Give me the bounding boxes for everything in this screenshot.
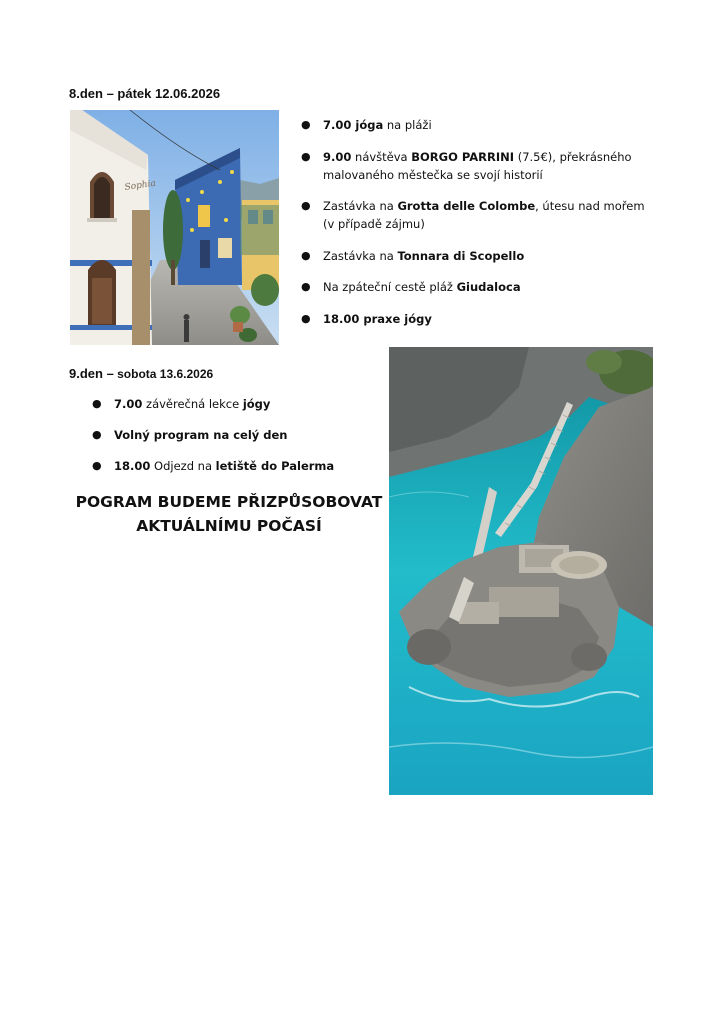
day8-program-list (299, 116, 649, 341)
day9-item-departure: ● 18.00 Odjezd na letiště do Palerma (92, 459, 335, 473)
sea-cliff-photo-image (389, 347, 653, 795)
day9-item-final-yoga: ● 7.00 závěrečná lekce jógy (92, 397, 271, 411)
bullet-icon: ● (301, 199, 311, 212)
village-photo-image (70, 110, 279, 345)
weather-notice-line2: AKTUÁLNÍMU POČASÍ (136, 517, 322, 535)
sea-cliff-photo (389, 347, 653, 795)
bullet-icon: ● (301, 118, 311, 131)
bullet-icon: ● (92, 397, 102, 410)
day9-heading: 9.den – sobota 13.6.2026 (69, 366, 214, 381)
bullet-icon: ● (301, 280, 311, 293)
day8-item-beach: ● Na zpáteční cestě pláž Giudaloca (301, 280, 521, 294)
day8-item-yoga: ● 7.00 jóga na pláži (301, 118, 432, 132)
weather-notice-line1: POGRAM BUDEME PŘIZPŮSOBOVAT (75, 493, 383, 511)
bullet-icon: ● (92, 459, 102, 472)
bullet-icon: ● (301, 311, 311, 325)
day8-heading: 8.den – pátek 12.06.2026 (69, 86, 221, 101)
bullet-icon: ● (301, 248, 311, 262)
day8-item-evening-yoga: ● 18.00 praxe jógy (301, 311, 432, 326)
bullet-icon: ● (301, 149, 311, 163)
day8-item-tonnara: ● Zastávka na Tonnara di Scopello (301, 248, 525, 263)
village-sign-text: Sophia (124, 178, 157, 193)
day9-program-list (90, 395, 370, 488)
village-photo (70, 110, 279, 345)
bullet-icon: ● (92, 428, 102, 441)
day9-item-free-program: ● Volný program na celý den (92, 428, 288, 442)
day8-item-borgo-parrini: ● 9.00 návštěva BORGO PARRINI (7.5€), překrásného malovaného městečka se svojí historií (301, 149, 632, 182)
day8-item-grotta: ● Zastávka na Grotta delle Colombe, útesu nad mořem (v případě zájmu) (301, 199, 645, 231)
weather-notice (70, 490, 388, 538)
